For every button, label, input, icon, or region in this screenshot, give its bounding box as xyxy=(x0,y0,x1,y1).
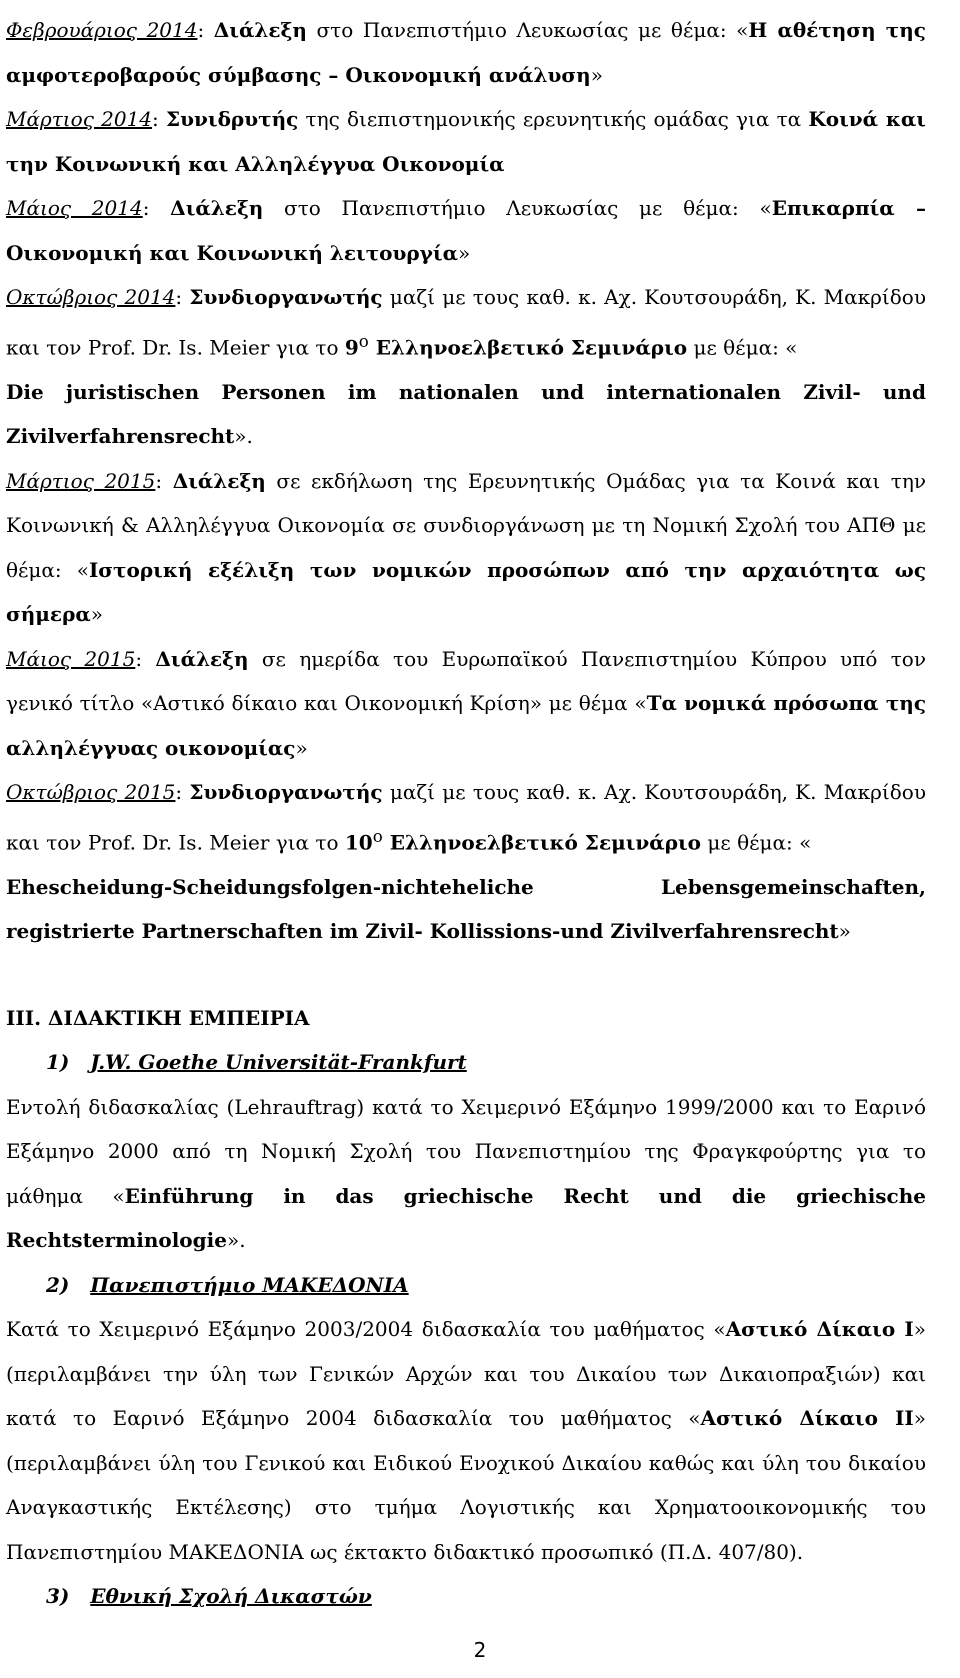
entry-date: Μάρτιος 2014 xyxy=(6,107,153,131)
entry-topic: Ιστορική εξέλιξη των νομικών προσώπων από την αρχαιότητα ως σήμερα xyxy=(6,557,926,627)
entry-oct-2014-topic-end: Zivilverfahrensrecht». xyxy=(6,424,253,449)
entry-role: Διάλεξη xyxy=(213,18,307,42)
course-title: Αστικό Δίκαιο ΙΙ xyxy=(700,1406,914,1431)
course-title: Αστικό Δίκαιο Ι xyxy=(725,1317,914,1342)
entry-topic: Επικαρπία – Οικονομική και Κοινωνική λειτουργία xyxy=(6,196,926,265)
subsection-heading: 3) Εθνική Σχολή Δικαστών xyxy=(46,1584,372,1609)
entry-topic: Η αθέτηση της αμφοτεροβαρούς σύμβασης – Οικονομική ανάλυση xyxy=(6,18,926,87)
entry-oct-2014: Οκτώβριος 2014: Συνδιοργανωτής μαζί με τους καθ. κ. Αχ. Κουτσουράδη, Κ. Μακρίδου και τον Prof. Dr. Is. Meier για το $9^o$ Ελληνοελβετικό Σεμινάριο με θέμα: « xyxy=(6,285,926,360)
subsection-title: J.W. Goethe Universität-Frankfurt xyxy=(90,1050,467,1075)
subsection-heading: 1) J.W. Goethe Universität-Frankfurt xyxy=(46,1050,467,1075)
entry-feb-2014: Φεβρουάριος 2014: Διάλεξη στο Πανεπιστήμιο Λευκωσίας με θέμα: «Η αθέτηση της αμφοτεροβαρούς σύμβασης – Οικονομική ανάλυση» xyxy=(6,18,926,87)
subsection-title: Πανεπιστήμιο ΜΑΚΕΔΟΝΙΑ xyxy=(90,1272,409,1297)
entry-oct-2015-topic-line: Ehescheidung-Scheidungsfolgen-nichteheliche Lebensgemeinschaften, xyxy=(6,874,926,899)
entry-oct-2015: Οκτώβριος 2015: Συνδιοργανωτής μαζί με τους καθ. κ. Αχ. Κουτσουράδη, Κ. Μακρίδου και τον Prof. Dr. Is. Meier για το $10^o$ Ελληνοελβετικό Σεμινάριο με θέμα: « xyxy=(6,780,926,855)
subsection-title: Εθνική Σχολή Δικαστών xyxy=(90,1584,372,1609)
entry-topic: Κοινά και την Κοινωνική και Αλληλέγγυα Οικονομία xyxy=(6,107,926,176)
entry-may-2015: Μάιος 2015: Διάλεξη σε ημερίδα του Ευρωπαϊκού Πανεπιστημίου Κύπρου υπό τον γενικό τίτλο «Αστικό δίκαιο και Οικονομική Κρίση» με θέμα «Τα νομικά πρόσωπα της αλληλέγγυας οικονομίας» xyxy=(6,646,926,760)
entry-role: Συνδιοργανωτής xyxy=(189,780,383,805)
entry-date: Μάιος 2015 xyxy=(6,646,136,671)
entry-date: Οκτώβριος 2015 xyxy=(6,780,176,805)
entry-may-2014: Μάιος 2014: Διάλεξη στο Πανεπιστήμιο Λευκωσίας με θέμα: «Επικαρπία – Οικονομική και Κοινωνική λειτουργία» xyxy=(6,196,926,265)
entry-role: Συνδιοργανωτής xyxy=(189,285,383,309)
entry-oct-2014-topic-line: Die juristischen Personen im nationalen und internationalen Zivil- und xyxy=(6,379,926,404)
entry-role: Διάλεξη xyxy=(155,646,249,671)
entry-role: Διάλεξη xyxy=(170,196,264,220)
page-number: 2 xyxy=(473,1638,487,1662)
entry-date: Οκτώβριος 2014 xyxy=(6,285,176,309)
entry-topic: Τα νομικά πρόσωπα της αλληλέγγυας οικονομίας xyxy=(6,691,926,760)
entry-mar-2015: Μάρτιος 2015: Διάλεξη σε εκδήλωση της Ερευνητικής Ομάδας για τα Κοινά και την Κοινωνική & Αλληλέγγυα Οικονομία σε συνδιοργάνωση με τη Νομική Σχολή του ΑΠΘ με θέμα: «Ιστορική εξέλιξη των νομικών προσώπων από την αρχαιότητα ως σήμερα» xyxy=(6,468,926,627)
teaching-goethe: Εντολή διδασκαλίας (Lehrauftrag) κατά το Χειμερινό Εξάμηνο 1999/2000 και το Εαρινό Εξάμηνο 2000 από τη Νομική Σχολή του Πανεπιστημίου της Φραγκφούρτης για το μάθημα «Einführung in das griechische Recht und die griechische Rechtsterminologie». xyxy=(6,1094,927,1253)
entry-role: Συνιδρυτής xyxy=(166,107,299,131)
entry-role: Διάλεξη xyxy=(172,468,266,493)
entry-oct-2015-topic-end: registrierte Partnerschaften im Zivil- Kollissions-und Zivilverfahrensrecht» xyxy=(6,919,851,944)
entry-date: Μάιος 2014 xyxy=(6,196,143,220)
section-title: III. ΔΙΔΑΚΤΙΚΗ ΕΜΠΕΙΡΙΑ xyxy=(6,1005,310,1030)
course-title: Einführung in das griechische Recht und die griechische Rechtsterminologie xyxy=(6,1183,927,1253)
entry-mar-2014: Μάρτιος 2014: Συνιδρυτής της διεπιστημονικής ερευνητικής ομάδας για τα Κοινά και την Κοινωνική και Αλληλέγγυα Οικονομία xyxy=(6,107,926,176)
subsection-heading: 2) Πανεπιστήμιο ΜΑΚΕΔΟΝΙΑ xyxy=(46,1272,409,1297)
teaching-macedonia: Κατά το Χειμερινό Εξάμηνο 2003/2004 διδασκαλία του μαθήματος «Αστικό Δίκαιο Ι» (περιλαμβάνει την ύλη των Γενικών Αρχών και του Δικαίου των Δικαιοπραξιών) και κατά το Εαρινό Εξάμηνο 2004 διδασκαλία του μαθήματος «Αστικό Δίκαιο ΙΙ» (περιλαμβάνει ύλη του Γενικού και Ειδικού Ενοχικού Δικαίου καθώς και ύλη του δικαίου Αναγκαστικής Εκτέλεσης) στο τμήμα Λογιστικής και Χρηματοοικονομικής του Πανεπιστημίου ΜΑΚΕΔΟΝΙΑ ως έκτακτο διδακτικό προσωπικό (Π.Δ. 407/80). xyxy=(6,1317,927,1564)
section-spacer xyxy=(6,954,926,996)
entry-date: Φεβρουάριος 2014 xyxy=(6,18,198,42)
entry-date: Μάρτιος 2015 xyxy=(6,468,156,493)
